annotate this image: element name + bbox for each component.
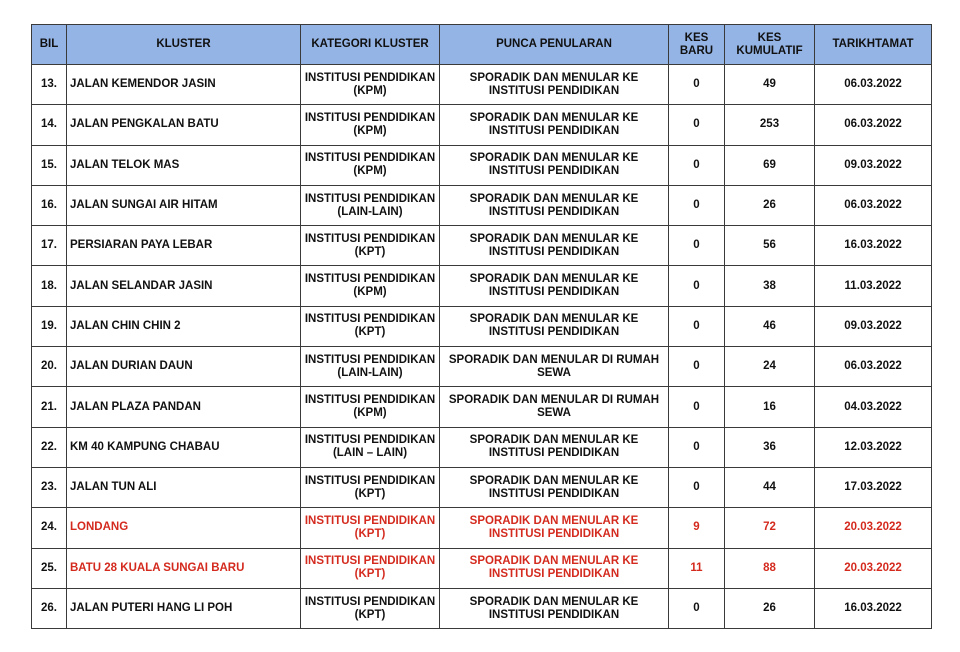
cell-kategori: INSTITUSI PENDIDIKAN (KPT) bbox=[301, 306, 440, 346]
cell-punca: SPORADIK DAN MENULAR KE INSTITUSI PENDIDIKAN bbox=[440, 306, 669, 346]
cell-kategori: INSTITUSI PENDIDIKAN (KPM) bbox=[301, 145, 440, 185]
table-row bbox=[32, 467, 932, 507]
cell-kes-kumulatif: 24 bbox=[725, 347, 815, 387]
cell-kategori: INSTITUSI PENDIDIKAN (KPT) bbox=[301, 508, 440, 548]
cell-kategori: INSTITUSI PENDIDIKAN (KPT) bbox=[301, 548, 440, 588]
cell-kategori: INSTITUSI PENDIDIKAN (KPM) bbox=[301, 65, 440, 105]
cell-tarikh-tamat: 20.03.2022 bbox=[815, 508, 932, 548]
cell-kes-baru: 0 bbox=[669, 185, 725, 225]
table-body bbox=[32, 65, 932, 629]
table-row bbox=[32, 145, 932, 185]
cell-tarikh-tamat: 09.03.2022 bbox=[815, 306, 932, 346]
cell-kategori: INSTITUSI PENDIDIKAN (LAIN-LAIN) bbox=[301, 185, 440, 225]
cell-bil: 26. bbox=[32, 588, 67, 628]
header-kes-baru: KES BARU bbox=[669, 25, 725, 65]
cell-bil: 15. bbox=[32, 145, 67, 185]
cell-kes-baru: 0 bbox=[669, 145, 725, 185]
cell-kes-kumulatif: 88 bbox=[725, 548, 815, 588]
cell-kluster: JALAN PENGKALAN BATU bbox=[67, 105, 301, 145]
cell-kluster: JALAN DURIAN DAUN bbox=[67, 347, 301, 387]
cell-kategori: INSTITUSI PENDIDIKAN (KPM) bbox=[301, 266, 440, 306]
cell-punca: SPORADIK DAN MENULAR KE INSTITUSI PENDIDIKAN bbox=[440, 145, 669, 185]
cell-kategori: INSTITUSI PENDIDIKAN (LAIN – LAIN) bbox=[301, 427, 440, 467]
cell-kategori: INSTITUSI PENDIDIKAN (KPT) bbox=[301, 467, 440, 507]
cell-punca: SPORADIK DAN MENULAR KE INSTITUSI PENDIDIKAN bbox=[440, 185, 669, 225]
cell-kluster: KM 40 KAMPUNG CHABAU bbox=[67, 427, 301, 467]
table-row bbox=[32, 347, 932, 387]
cell-tarikh-tamat: 06.03.2022 bbox=[815, 105, 932, 145]
cell-kes-kumulatif: 49 bbox=[725, 65, 815, 105]
cell-punca: SPORADIK DAN MENULAR DI RUMAH SEWA bbox=[440, 347, 669, 387]
table-row bbox=[32, 226, 932, 266]
cell-kes-baru: 0 bbox=[669, 427, 725, 467]
cell-punca: SPORADIK DAN MENULAR DI RUMAH SEWA bbox=[440, 387, 669, 427]
cell-punca: SPORADIK DAN MENULAR KE INSTITUSI PENDIDIKAN bbox=[440, 508, 669, 548]
cell-punca: SPORADIK DAN MENULAR KE INSTITUSI PENDIDIKAN bbox=[440, 588, 669, 628]
cell-kes-kumulatif: 26 bbox=[725, 185, 815, 225]
cell-kes-kumulatif: 44 bbox=[725, 467, 815, 507]
cell-bil: 24. bbox=[32, 508, 67, 548]
cell-kes-baru: 11 bbox=[669, 548, 725, 588]
cell-kluster: JALAN PUTERI HANG LI POH bbox=[67, 588, 301, 628]
table-row bbox=[32, 306, 932, 346]
table-row bbox=[32, 508, 932, 548]
cell-kategori: INSTITUSI PENDIDIKAN (KPM) bbox=[301, 387, 440, 427]
header-bil: BIL bbox=[32, 25, 67, 65]
table-header-row bbox=[32, 25, 932, 65]
cell-kes-baru: 0 bbox=[669, 347, 725, 387]
cell-kluster: PERSIARAN PAYA LEBAR bbox=[67, 226, 301, 266]
cell-bil: 13. bbox=[32, 65, 67, 105]
cell-kes-baru: 0 bbox=[669, 387, 725, 427]
cell-tarikh-tamat: 06.03.2022 bbox=[815, 185, 932, 225]
cell-kategori: INSTITUSI PENDIDIKAN (KPM) bbox=[301, 105, 440, 145]
header-kluster: KLUSTER bbox=[67, 25, 301, 65]
cell-kes-baru: 0 bbox=[669, 105, 725, 145]
table-row bbox=[32, 105, 932, 145]
cell-punca: SPORADIK DAN MENULAR KE INSTITUSI PENDIDIKAN bbox=[440, 548, 669, 588]
cell-kes-baru: 0 bbox=[669, 226, 725, 266]
header-punca: PUNCA PENULARAN bbox=[440, 25, 669, 65]
header-kategori: KATEGORI KLUSTER bbox=[301, 25, 440, 65]
cell-kes-kumulatif: 253 bbox=[725, 105, 815, 145]
table-row bbox=[32, 185, 932, 225]
cell-punca: SPORADIK DAN MENULAR KE INSTITUSI PENDIDIKAN bbox=[440, 65, 669, 105]
cell-bil: 22. bbox=[32, 427, 67, 467]
cell-kes-kumulatif: 72 bbox=[725, 508, 815, 548]
cell-punca: SPORADIK DAN MENULAR KE INSTITUSI PENDIDIKAN bbox=[440, 427, 669, 467]
cell-kes-baru: 0 bbox=[669, 306, 725, 346]
cell-punca: SPORADIK DAN MENULAR KE INSTITUSI PENDIDIKAN bbox=[440, 226, 669, 266]
cell-bil: 25. bbox=[32, 548, 67, 588]
cell-tarikh-tamat: 16.03.2022 bbox=[815, 226, 932, 266]
cell-kes-kumulatif: 56 bbox=[725, 226, 815, 266]
cell-bil: 19. bbox=[32, 306, 67, 346]
table-row bbox=[32, 387, 932, 427]
cell-bil: 21. bbox=[32, 387, 67, 427]
cell-tarikh-tamat: 16.03.2022 bbox=[815, 588, 932, 628]
cell-kes-kumulatif: 38 bbox=[725, 266, 815, 306]
cell-kes-baru: 0 bbox=[669, 467, 725, 507]
cell-tarikh-tamat: 06.03.2022 bbox=[815, 65, 932, 105]
cell-punca: SPORADIK DAN MENULAR KE INSTITUSI PENDIDIKAN bbox=[440, 105, 669, 145]
cell-kes-baru: 0 bbox=[669, 65, 725, 105]
cell-kes-kumulatif: 16 bbox=[725, 387, 815, 427]
cell-tarikh-tamat: 11.03.2022 bbox=[815, 266, 932, 306]
cell-kluster: JALAN TELOK MAS bbox=[67, 145, 301, 185]
cell-tarikh-tamat: 17.03.2022 bbox=[815, 467, 932, 507]
cell-kluster: JALAN TUN ALI bbox=[67, 467, 301, 507]
cell-punca: SPORADIK DAN MENULAR KE INSTITUSI PENDIDIKAN bbox=[440, 467, 669, 507]
cell-tarikh-tamat: 09.03.2022 bbox=[815, 145, 932, 185]
cell-punca: SPORADIK DAN MENULAR KE INSTITUSI PENDIDIKAN bbox=[440, 266, 669, 306]
cell-kes-baru: 9 bbox=[669, 508, 725, 548]
cell-kluster: JALAN SELANDAR JASIN bbox=[67, 266, 301, 306]
cell-bil: 16. bbox=[32, 185, 67, 225]
table-row bbox=[32, 266, 932, 306]
cell-kes-kumulatif: 26 bbox=[725, 588, 815, 628]
cell-tarikh-tamat: 04.03.2022 bbox=[815, 387, 932, 427]
cell-bil: 14. bbox=[32, 105, 67, 145]
cell-tarikh-tamat: 12.03.2022 bbox=[815, 427, 932, 467]
cell-tarikh-tamat: 06.03.2022 bbox=[815, 347, 932, 387]
cell-kes-kumulatif: 69 bbox=[725, 145, 815, 185]
cell-kes-kumulatif: 46 bbox=[725, 306, 815, 346]
cell-kluster: JALAN CHIN CHIN 2 bbox=[67, 306, 301, 346]
table-row bbox=[32, 65, 932, 105]
cell-bil: 17. bbox=[32, 226, 67, 266]
cell-kategori: INSTITUSI PENDIDIKAN (KPT) bbox=[301, 226, 440, 266]
cell-tarikh-tamat: 20.03.2022 bbox=[815, 548, 932, 588]
header-tarikh-tamat: TARIKHTAMAT bbox=[815, 25, 932, 65]
table-row bbox=[32, 588, 932, 628]
cell-kluster: JALAN PLAZA PANDAN bbox=[67, 387, 301, 427]
table-row bbox=[32, 548, 932, 588]
cluster-table bbox=[31, 24, 932, 629]
cell-kluster: LONDANG bbox=[67, 508, 301, 548]
cell-kategori: INSTITUSI PENDIDIKAN (LAIN-LAIN) bbox=[301, 347, 440, 387]
cell-kluster: JALAN SUNGAI AIR HITAM bbox=[67, 185, 301, 225]
header-kes-kumulatif: KES KUMULATIF bbox=[725, 25, 815, 65]
cell-kes-kumulatif: 36 bbox=[725, 427, 815, 467]
cell-bil: 18. bbox=[32, 266, 67, 306]
cell-kes-baru: 0 bbox=[669, 588, 725, 628]
cell-kategori: INSTITUSI PENDIDIKAN (KPT) bbox=[301, 588, 440, 628]
cell-bil: 23. bbox=[32, 467, 67, 507]
cell-kluster: JALAN KEMENDOR JASIN bbox=[67, 65, 301, 105]
cell-kluster: BATU 28 KUALA SUNGAI BARU bbox=[67, 548, 301, 588]
cell-kes-baru: 0 bbox=[669, 266, 725, 306]
cell-bil: 20. bbox=[32, 347, 67, 387]
table-row bbox=[32, 427, 932, 467]
